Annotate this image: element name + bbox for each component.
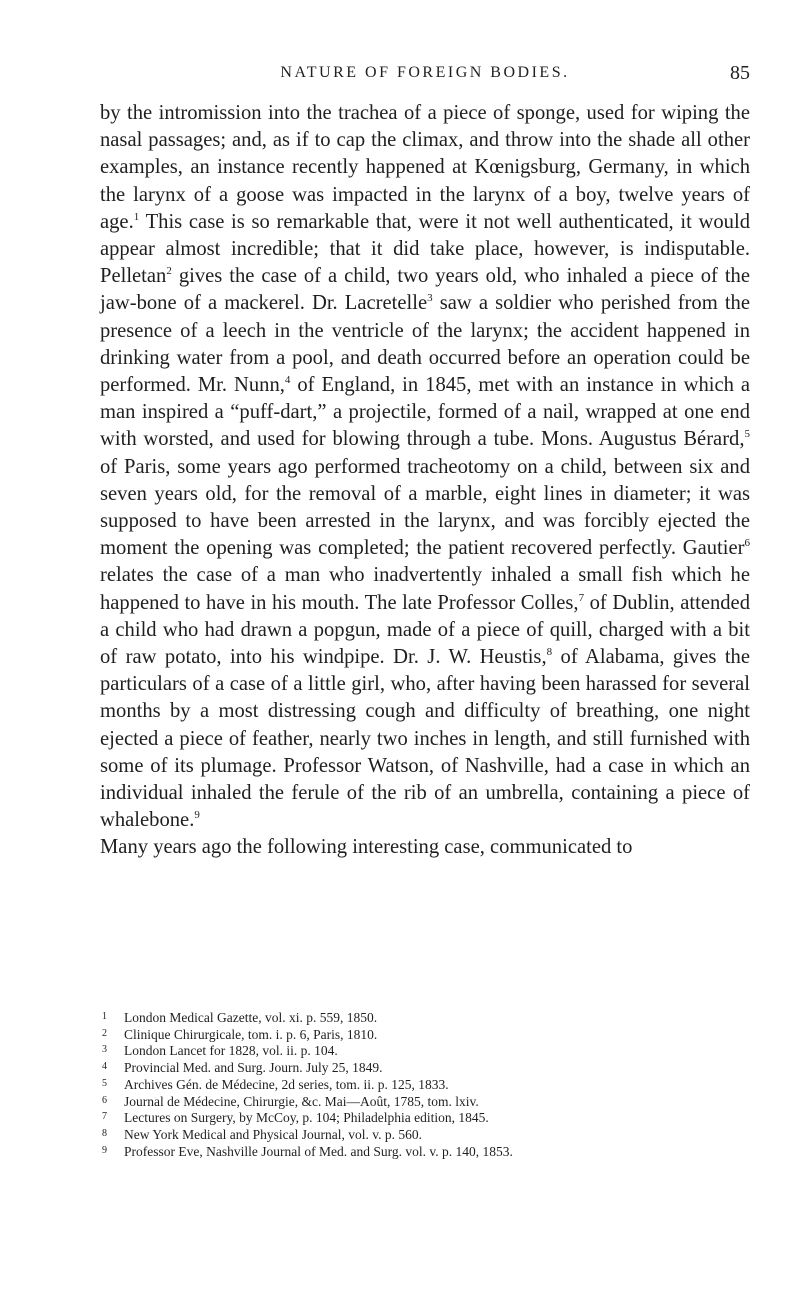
footnote bbox=[102, 1042, 752, 1059]
body-text-segment: gives the case of a child, two years old, who inhaled a piece of the jaw-bone of a mackerel. Dr. Lacretelle bbox=[100, 265, 750, 315]
footnote-ref: 4 bbox=[284, 374, 291, 387]
footnote-ref: 2 bbox=[166, 265, 172, 278]
footnote-number: 6 bbox=[102, 1094, 107, 1106]
footnote-number: 4 bbox=[102, 1061, 107, 1073]
footnote-text: New York Medical and Physical Journal, vol. v. p. 560. bbox=[124, 1126, 422, 1142]
body-text-segment: This case is so remarkable that, were it not well authenticated, it would appear almost incredible; that it did take place, however, is indisputable. Pelletan bbox=[100, 210, 750, 288]
footnote-text: Lectures on Surgery, by McCoy, p. 104; Philadelphia edition, 1845. bbox=[124, 1110, 489, 1126]
footnote bbox=[102, 1009, 752, 1026]
footnote bbox=[102, 1026, 752, 1043]
body-paragraph bbox=[100, 100, 750, 862]
running-head: NATURE OF FOREIGN BODIES. bbox=[280, 64, 570, 81]
footnote bbox=[102, 1109, 752, 1126]
body-text-segment: by the intromission into the trachea of a piece of sponge, used for wiping the nasal passages; and, as if to cap the climax, and throw into the shade all other examples, an instance recently happened at Kœnigsburg, Germany, in which the larynx of a goose was impacted in the larynx of a boy, twelve years of age. bbox=[100, 102, 750, 233]
footnote bbox=[102, 1059, 752, 1076]
footnotes-list bbox=[102, 1009, 752, 1159]
page-header bbox=[100, 62, 750, 86]
footnote-number: 3 bbox=[102, 1044, 107, 1056]
footnote-text: London Medical Gazette, vol. xi. p. 559, 1850. bbox=[124, 1010, 378, 1025]
body-text-segment: relates the case of a man who inadvertently inhaled a small fish which he happened to have in his mouth. The late Professor Colles, bbox=[100, 564, 750, 614]
body-text-segment: saw a soldier who perished from the presence of a leech in the ventricle of the larynx; the accident happened in drinking water from a pool, and death occurred before an operation could be performed. Mr. Nunn, bbox=[100, 292, 750, 397]
body-text-segment: of Paris, some years ago performed tracheotomy on a child, between six and seven years old, for the removal of a marble, eight lines in diameter; it was supposed to have been arrested in the larynx, and was forcibly ejected the moment the opening was completed; the patient recovered perfectly. Gautier bbox=[100, 455, 750, 560]
footnote-text: Provincial Med. and Surg. Journ. July 25, 1849. bbox=[124, 1060, 383, 1076]
footnote bbox=[102, 1093, 752, 1110]
footnote bbox=[102, 1143, 752, 1160]
footnote-text: Journal de Médecine, Chirurgie, &c. Mai—Août, 1785, tom. lxiv. bbox=[124, 1093, 479, 1109]
footnote-number: 9 bbox=[102, 1144, 107, 1156]
body-text-segment: of England, in 1845, met with an instance in which a man inspired a “puff-dart,” a projectile, formed of a nail, wrapped at one end with worsted, and used for blowing through a tube. Mons. Augustus Bérard, bbox=[100, 374, 750, 451]
footnote-ref: 1 bbox=[133, 210, 140, 223]
footnote-ref: 8 bbox=[546, 646, 553, 659]
footnote-number: 5 bbox=[102, 1077, 107, 1089]
footnote-number: 8 bbox=[102, 1127, 107, 1139]
footnote-text: London Lancet for 1828, vol. ii. p. 104. bbox=[124, 1043, 338, 1059]
footnote-text: Professor Eve, Nashville Journal of Med. and Surg. vol. v. p. 140, 1853. bbox=[124, 1143, 513, 1159]
footnote-number: 1 bbox=[102, 1011, 107, 1022]
footnote bbox=[102, 1076, 752, 1093]
footnote bbox=[102, 1126, 752, 1143]
footnote-number: 2 bbox=[102, 1027, 107, 1039]
footnote-ref: 9 bbox=[194, 809, 200, 822]
footnote-number: 7 bbox=[102, 1111, 107, 1123]
footnote-text: Archives Gén. de Médecine, 2d series, tom. ii. p. 125, 1833. bbox=[124, 1076, 449, 1092]
footnote-text: Clinique Chirurgicale, tom. i. p. 6, Paris, 1810. bbox=[124, 1026, 378, 1042]
body-text-segment: of Dublin, attended a child who had drawn a popgun, made of a piece of quill, charged with a bit of raw potato, into his windpipe. Dr. J. W. Heustis, bbox=[100, 591, 750, 669]
body-text-segment: of Alabama, gives the particulars of a case of a little girl, who, after having been harassed for several months by a most distressing cough and difficulty of breathing, one night ejected a piece of feather, nearly two inches in length, and still furnished with some of its plumage. Professor Watson, of Nashville, had a case in which an individual inhaled the ferule of the rib of an umbrella, containing a piece of whalebone. bbox=[100, 646, 750, 832]
footnote-ref: 6 bbox=[744, 537, 750, 550]
footnote-ref: 5 bbox=[744, 428, 750, 441]
body-text-segment: Many years ago the following interesting case, communicated to bbox=[100, 836, 633, 859]
footnote-ref: 7 bbox=[578, 591, 585, 604]
page-number: 85 bbox=[730, 62, 750, 84]
footnote-ref: 3 bbox=[427, 292, 433, 305]
